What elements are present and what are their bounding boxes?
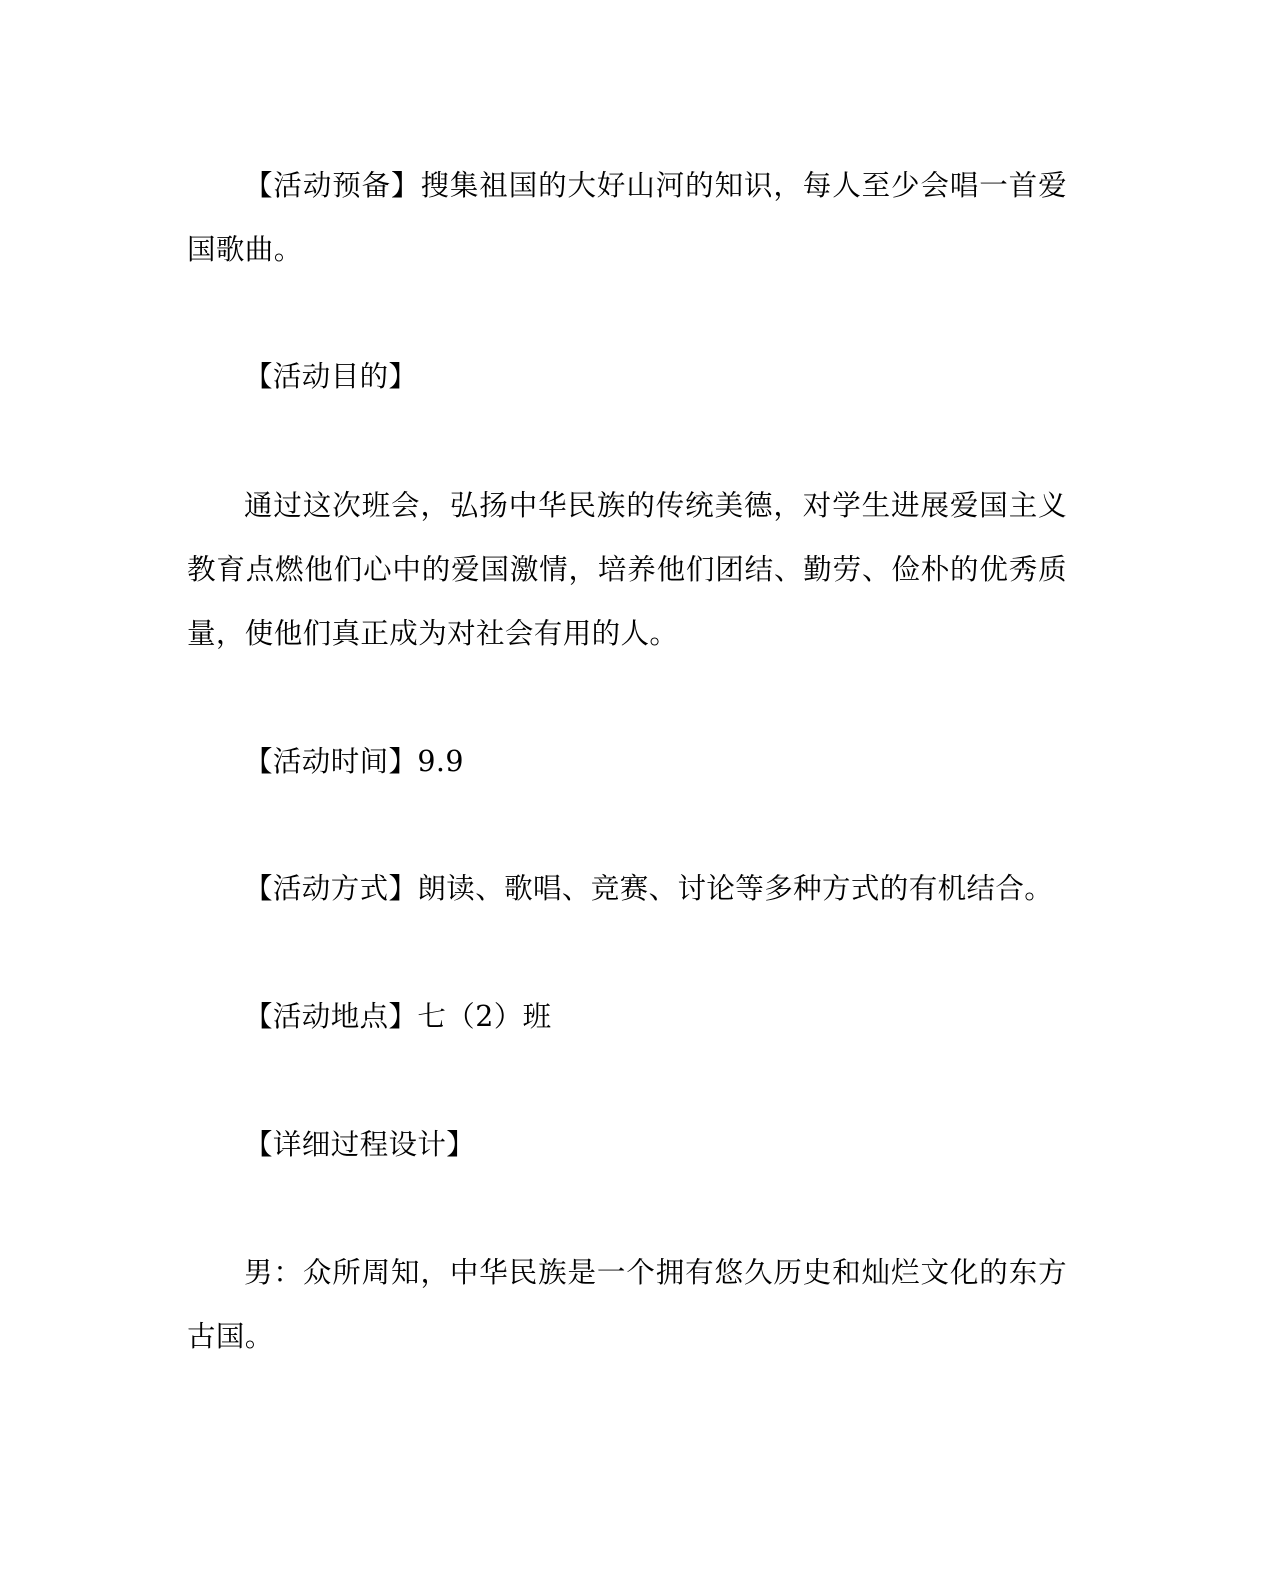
paragraph-activity-time: 【活动时间】9.9 [244, 745, 464, 778]
paragraph-activity-purpose-body: 通过这次班会，弘扬中华民族的传统美德，对学生进展爱国主义教育点燃他们心中的爱国激情，培养他们团结、勤劳、俭朴的优秀质量，使他们真正成为对社会有用的人。 [187, 489, 1067, 650]
paragraph-activity-method: 【活动方式】朗读、歌唱、竞赛、讨论等多种方式的有机结合。 [244, 872, 1054, 905]
paragraph-dialogue-male: 男：众所周知，中华民族是一个拥有悠久历史和灿烂文化的东方古国。 [187, 1256, 1067, 1353]
paragraph-activity-preparation: 【活动预备】搜集祖国的大好山河的知识，每人至少会唱一首爱国歌曲。 [187, 169, 1067, 266]
paragraph-activity-location: 【活动地点】七（2）班 [244, 1000, 552, 1033]
heading-activity-purpose: 【活动目的】 [244, 360, 418, 393]
heading-process-design: 【详细过程设计】 [244, 1128, 476, 1161]
